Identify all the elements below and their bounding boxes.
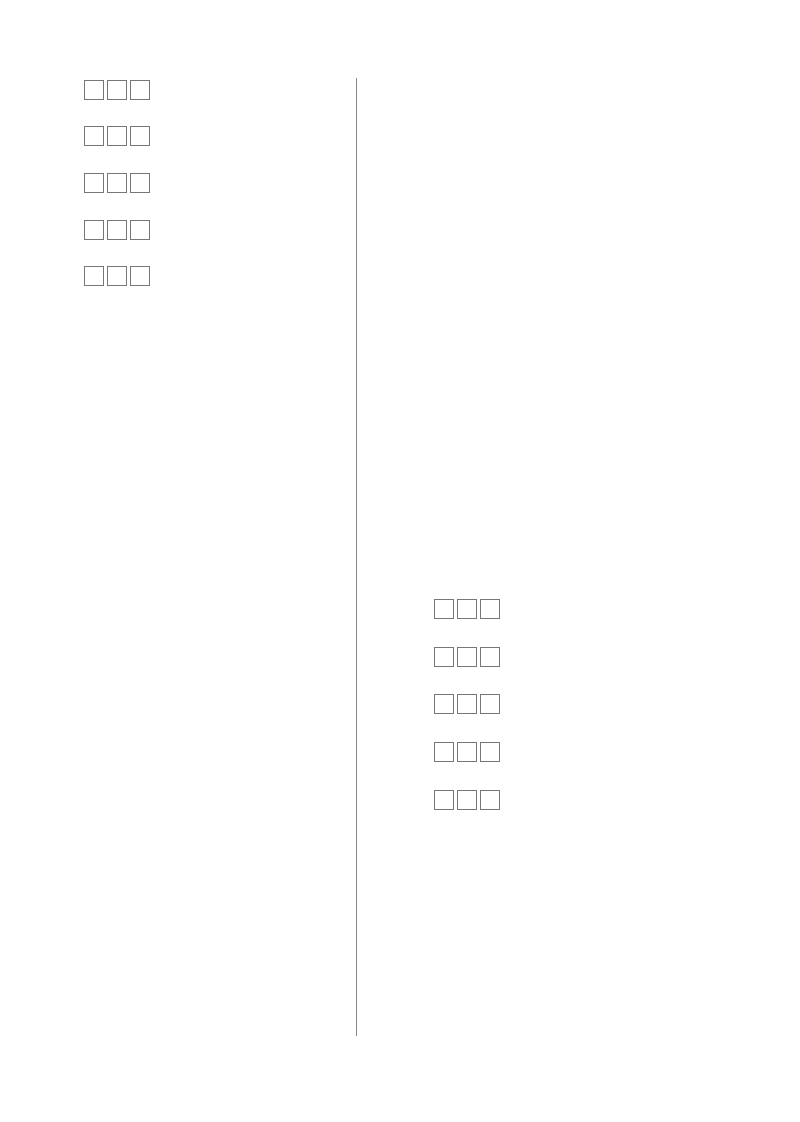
checkbox-group — [84, 123, 153, 147]
checked-box — [130, 126, 150, 146]
empty-box — [107, 220, 127, 240]
empty-box — [84, 126, 104, 146]
empty-box — [434, 647, 454, 667]
checkbox-group — [434, 739, 503, 763]
checkbox-group — [84, 217, 153, 241]
empty-box — [130, 266, 150, 286]
checked-box — [84, 220, 104, 240]
checkbox-group — [84, 170, 153, 194]
empty-box — [457, 694, 477, 714]
empty-box — [480, 694, 500, 714]
empty-box — [130, 80, 150, 100]
checkbox-group — [434, 596, 503, 620]
empty-box — [457, 742, 477, 762]
empty-box — [130, 173, 150, 193]
checked-box — [480, 599, 500, 619]
empty-box — [84, 173, 104, 193]
empty-box — [84, 266, 104, 286]
checked-box — [434, 742, 454, 762]
column-divider — [356, 78, 357, 1036]
checkbox-group — [434, 644, 503, 668]
checked-box — [457, 647, 477, 667]
checked-box — [480, 790, 500, 810]
checked-box — [107, 266, 127, 286]
checked-box — [434, 694, 454, 714]
empty-box — [107, 126, 127, 146]
empty-box — [457, 599, 477, 619]
checked-box — [107, 173, 127, 193]
empty-box — [434, 599, 454, 619]
checkbox-group — [84, 263, 153, 287]
empty-box — [457, 790, 477, 810]
checkbox-group — [434, 787, 503, 811]
empty-box — [130, 220, 150, 240]
empty-box — [84, 80, 104, 100]
checked-box — [107, 80, 127, 100]
empty-box — [480, 647, 500, 667]
empty-box — [480, 742, 500, 762]
checkbox-group — [84, 77, 153, 101]
checkbox-group — [434, 691, 503, 715]
empty-box — [434, 790, 454, 810]
